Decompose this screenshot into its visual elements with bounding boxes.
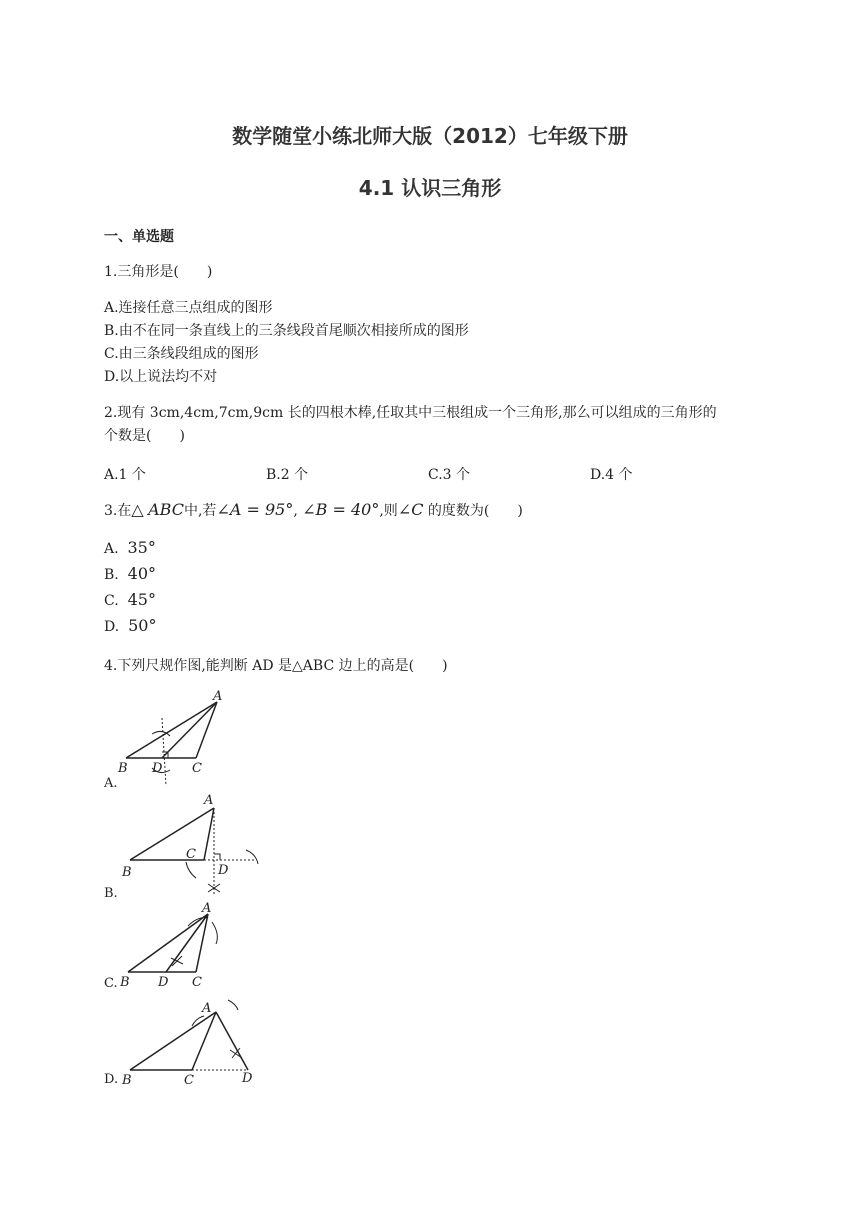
side-ac	[196, 702, 217, 758]
segment-ad	[216, 1012, 248, 1070]
question-3-option-c	[104, 590, 156, 611]
construction-arc	[212, 922, 217, 944]
option-value: 35°	[127, 538, 156, 557]
figure-c-label: C.	[104, 976, 118, 991]
label-b: B	[122, 1073, 132, 1088]
side-ab	[130, 1012, 216, 1070]
side-ab	[130, 808, 214, 860]
label-a: A	[213, 690, 223, 704]
angle-c-expression: ∠C	[397, 500, 424, 519]
side-ab	[126, 702, 217, 758]
label-c: C	[184, 1073, 194, 1088]
question-1-option-c: C.由三条线段组成的图形	[104, 346, 259, 362]
question-1-option-b: B.由不在同一条直线上的三条线段首尾顺次相接所成的图形	[104, 323, 469, 339]
question-3-mid2: ,则	[379, 503, 398, 519]
question-2-option-a: A.1 个	[104, 467, 146, 483]
label-d: D	[158, 975, 169, 990]
label-a: A	[202, 1001, 212, 1016]
label-a: A	[202, 901, 212, 916]
question-2-stem-line2: 个数是( )	[104, 428, 185, 444]
question-3-stem	[104, 500, 523, 521]
construction-arc	[186, 862, 196, 878]
label-a: A	[204, 793, 214, 808]
option-value: 45°	[127, 590, 156, 609]
figure-d	[116, 996, 266, 1088]
construction-arc	[246, 850, 258, 864]
angle-b-expression: ∠B = 40°	[302, 500, 380, 519]
question-2-option-c: C.3 个	[428, 467, 471, 483]
option-letter: A.	[104, 541, 119, 557]
page-subtitle: 4.1 认识三角形	[358, 176, 502, 200]
label-c: C	[186, 847, 196, 862]
figure-a	[116, 690, 226, 790]
question-1-stem: 1.三角形是( )	[104, 264, 213, 280]
question-2-option-b: B.2 个	[266, 467, 309, 483]
question-2-stem-line1: 2.现有 3cm,4cm,7cm,9cm 长的四根木棒,任取其中三根组成一个三角形,那么可以组成的三角形的	[104, 405, 717, 421]
question-1-option-d: D.以上说法均不对	[104, 369, 218, 385]
question-2-option-d: D.4 个	[590, 467, 633, 483]
question-1-option-a: A.连接任意三点组成的图形	[104, 300, 273, 316]
triangle-symbol: △	[131, 500, 144, 519]
label-b: B	[122, 865, 132, 880]
section-heading: 一、单选题	[104, 229, 174, 245]
question-3-option-a	[104, 538, 156, 559]
construction-arc	[228, 1000, 238, 1010]
label-d: D	[152, 761, 163, 776]
right-angle-mark	[214, 854, 220, 860]
question-3-prefix: 3.在	[104, 503, 132, 519]
option-value: 40°	[127, 564, 157, 583]
option-letter: C.	[104, 593, 119, 609]
label-b: B	[120, 975, 130, 990]
angle-a-expression: ∠A = 95°	[216, 500, 294, 519]
construction-cross	[230, 1050, 242, 1058]
page-title: 数学随堂小练北师大版（2012）七年级下册	[232, 124, 628, 148]
question-3-option-b	[104, 564, 156, 585]
label-d: D	[218, 863, 229, 878]
side-ac	[204, 808, 214, 860]
label-d: D	[242, 1071, 253, 1086]
triangle-abc: ABC	[148, 500, 184, 519]
option-letter: D.	[104, 619, 120, 635]
figure-d-label: D.	[104, 1072, 119, 1087]
label-b: B	[118, 761, 128, 776]
figure-c	[116, 900, 236, 992]
option-letter: B.	[104, 567, 119, 583]
question-4-stem: 4.下列尺规作图,能判断 AD 是△ABC 边上的高是( )	[104, 658, 448, 674]
figure-b	[116, 792, 266, 902]
question-3-suffix: 的度数为( )	[427, 503, 523, 519]
figure-a-label: A.	[104, 776, 118, 791]
label-c: C	[192, 761, 202, 776]
side-ab	[128, 914, 208, 972]
question-3-option-d	[104, 616, 156, 637]
figure-b-label: B.	[104, 886, 118, 901]
question-3-mid1: 中,若	[183, 503, 217, 519]
label-c: C	[192, 975, 202, 990]
option-value: 50°	[128, 616, 157, 635]
question-3-separator: ,	[293, 503, 298, 519]
